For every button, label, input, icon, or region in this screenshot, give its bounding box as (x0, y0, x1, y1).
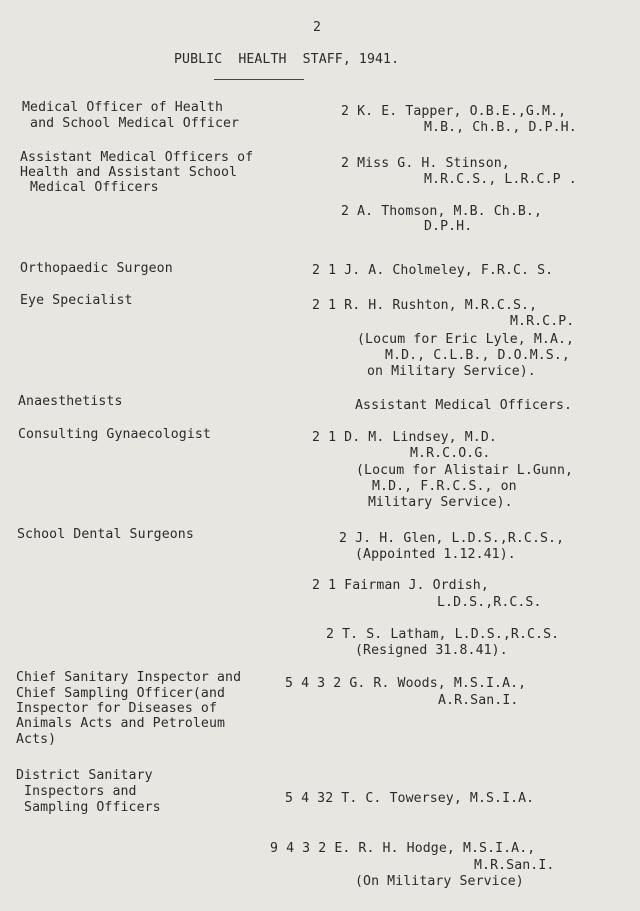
staff-name: 2 Miss G. H. Stinson, (341, 156, 510, 171)
staff-note: (Locum for Eric Lyle, M.A., (357, 332, 575, 347)
role-label: School Dental Surgeons (17, 527, 194, 542)
role-label: Assistant Medical Officers of (20, 150, 254, 165)
staff-note: (On Military Service) (355, 874, 524, 889)
role-label: Acts) (16, 732, 57, 747)
role-label: Medical Officers (30, 180, 159, 195)
staff-qualifications: L.D.S.,R.C.S. (437, 595, 542, 610)
staff-name: 5 4 32 T. C. Towersey, M.S.I.A. (285, 791, 535, 806)
staff-qualifications: M.R.C.O.G. (410, 446, 491, 461)
staff-name: 2 J. H. Glen, L.D.S.,R.C.S., (339, 531, 565, 546)
staff-name: 2 1 D. M. Lindsey, M.D. (312, 430, 497, 445)
staff-note: on Military Service). (367, 364, 536, 379)
title-underline (214, 79, 304, 80)
staff-name: 2 1 J. A. Cholmeley, F.R.C. S. (312, 263, 554, 278)
role-label: Anaesthetists (18, 394, 123, 409)
page-number: 2 (313, 20, 322, 35)
staff-name: 2 1 R. H. Rushton, M.R.C.S., (312, 298, 538, 313)
staff-qualifications: M.B., Ch.B., D.P.H. (424, 120, 577, 135)
role-label: Orthopaedic Surgeon (20, 261, 173, 276)
staff-note: (Appointed 1.12.41). (355, 547, 516, 562)
role-label: Chief Sampling Officer(and (16, 686, 226, 701)
staff-name: 2 1 Fairman J. Ordish, (312, 578, 489, 593)
role-label: Medical Officer of Health (22, 100, 223, 115)
role-label: Eye Specialist (20, 293, 133, 308)
staff-qualifications: M.R.C.S., L.R.C.P . (424, 172, 577, 187)
staff-note: (Resigned 31.8.41). (355, 643, 508, 658)
role-label: Inspector for Diseases of (16, 701, 217, 716)
staff-qualifications: M.R.C.P. (510, 314, 575, 329)
staff-qualifications: M.R.San.I. (474, 858, 555, 873)
staff-qualifications: A.R.San.I. (438, 693, 519, 708)
staff-name: 2 T. S. Latham, L.D.S.,R.C.S. (326, 627, 560, 642)
staff-note: (Locum for Alistair L.Gunn, (356, 463, 574, 478)
role-label: Consulting Gynaecologist (18, 427, 211, 442)
staff-name: Assistant Medical Officers. (355, 398, 573, 413)
role-label: District Sanitary (16, 768, 153, 783)
staff-name: 9 4 3 2 E. R. H. Hodge, M.S.I.A., (270, 841, 536, 856)
role-label: Inspectors and (16, 784, 137, 799)
page-title: PUBLIC HEALTH STAFF, 1941. (174, 52, 400, 67)
role-label: Health and Assistant School (20, 165, 238, 180)
staff-name: 2 K. E. Tapper, O.B.E.,G.M., (341, 104, 567, 119)
staff-note: Military Service). (368, 495, 513, 510)
role-label: Sampling Officers (16, 800, 161, 815)
staff-note: M.D., F.R.C.S., on (372, 479, 517, 494)
role-label: Chief Sanitary Inspector and (16, 670, 242, 685)
staff-name: 2 A. Thomson, M.B. Ch.B., (341, 204, 542, 219)
role-label: Animals Acts and Petroleum (16, 716, 226, 731)
staff-note: M.D., C.L.B., D.O.M.S., (385, 348, 570, 363)
staff-qualifications: D.P.H. (424, 219, 473, 234)
staff-name: 5 4 3 2 G. R. Woods, M.S.I.A., (285, 676, 527, 691)
role-label: and School Medical Officer (22, 116, 240, 131)
